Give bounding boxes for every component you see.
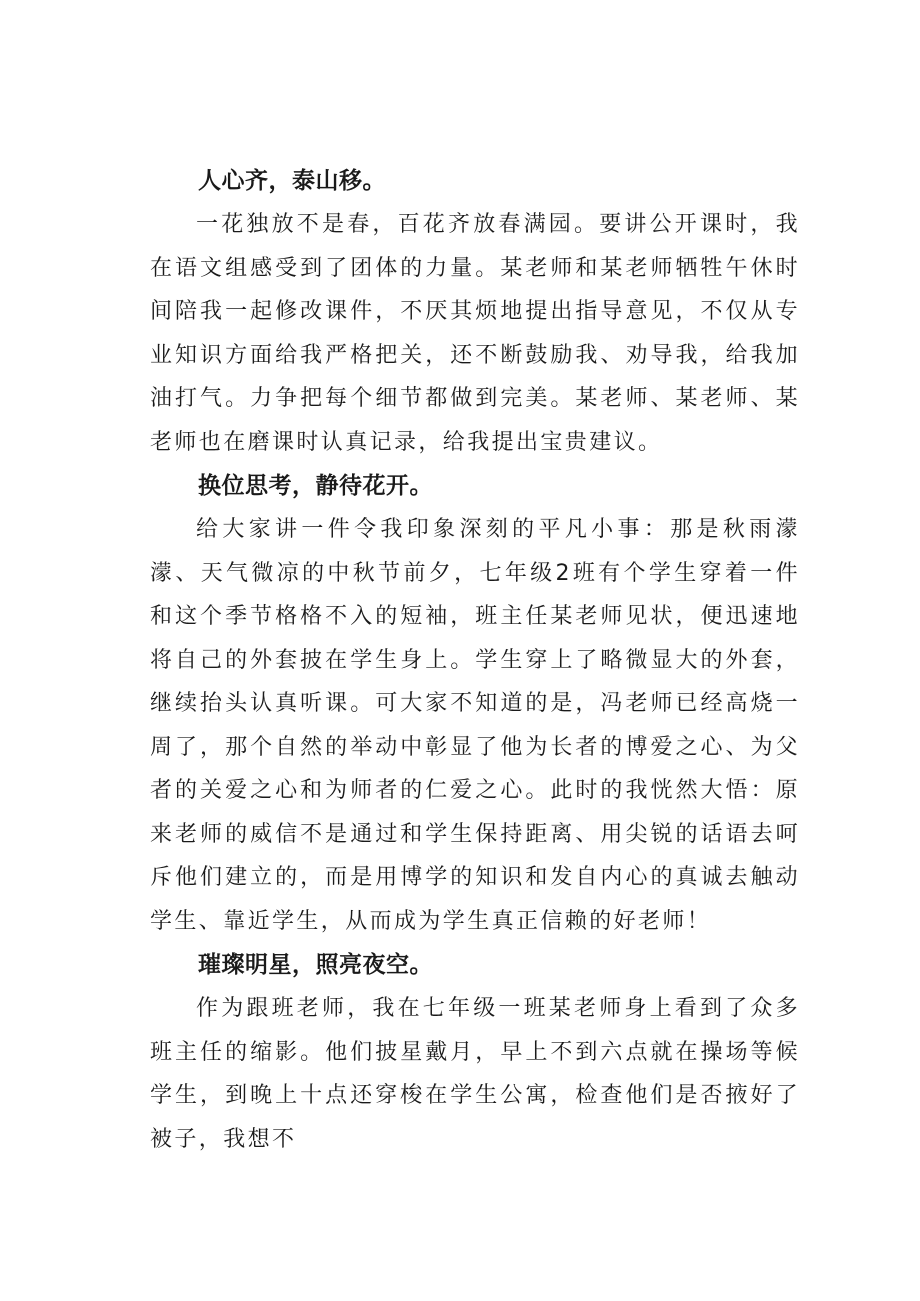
section-paragraph-unity: 一花独放不是春，百花齐放春满园。要讲公开课时，我在语文组感受到了团体的力量。某老师和某老师牺牲午休时间陪我一起修改课件，不厌其烦地提出指导意见，不仅从专业知识方面给我严格把关，还不断鼓励我、劝导我，给我加油打气。力争把每个细节都做到完美。某老师、某老师、某老师也在磨课时认真记录，给我提出宝贵建议。: [150, 212, 800, 455]
section-heading-unity: 人心齐，泰山移。: [198, 168, 386, 194]
section-paragraph-empathy: 给大家讲一件令我印象深刻的平凡小事：那是秋雨濛濛、天气微凉的中秋节前夕，七年级2班有个学生穿着一件和这个季节格格不入的短袖，班主任某老师见状，便迅速地将自己的外套披在学生身上。学生穿上了略微显大的外套，继续抬头认真听课。可大家不知道的是，冯老师已经高烧一周了，那个自然的举动中彰显了他为长者的博爱之心、为父者的关爱之心和为师者的仁爱之心。此时的我恍然大悟：原来老师的威信不是通过和学生保持距离、用尖锐的话语去呵斥他们建立的，而是用博学的知识和发自内心的真诚去触动学生、靠近学生，从而成为学生真正信赖的好老师！: [150, 517, 800, 934]
section-heading-stars: 璀璨明星，照亮夜空。: [198, 952, 433, 978]
document-body: [150, 159, 800, 1161]
section-heading-empathy: 换位思考，静待花开。: [198, 473, 433, 499]
section-paragraph-stars: 作为跟班老师，我在七年级一班某老师身上看到了众多班主任的缩影。他们披星戴月，早上不到六点就在操场等候学生，到晚上十点还穿梭在学生公寓，检查他们是否掖好了被子，我想不: [150, 996, 800, 1152]
